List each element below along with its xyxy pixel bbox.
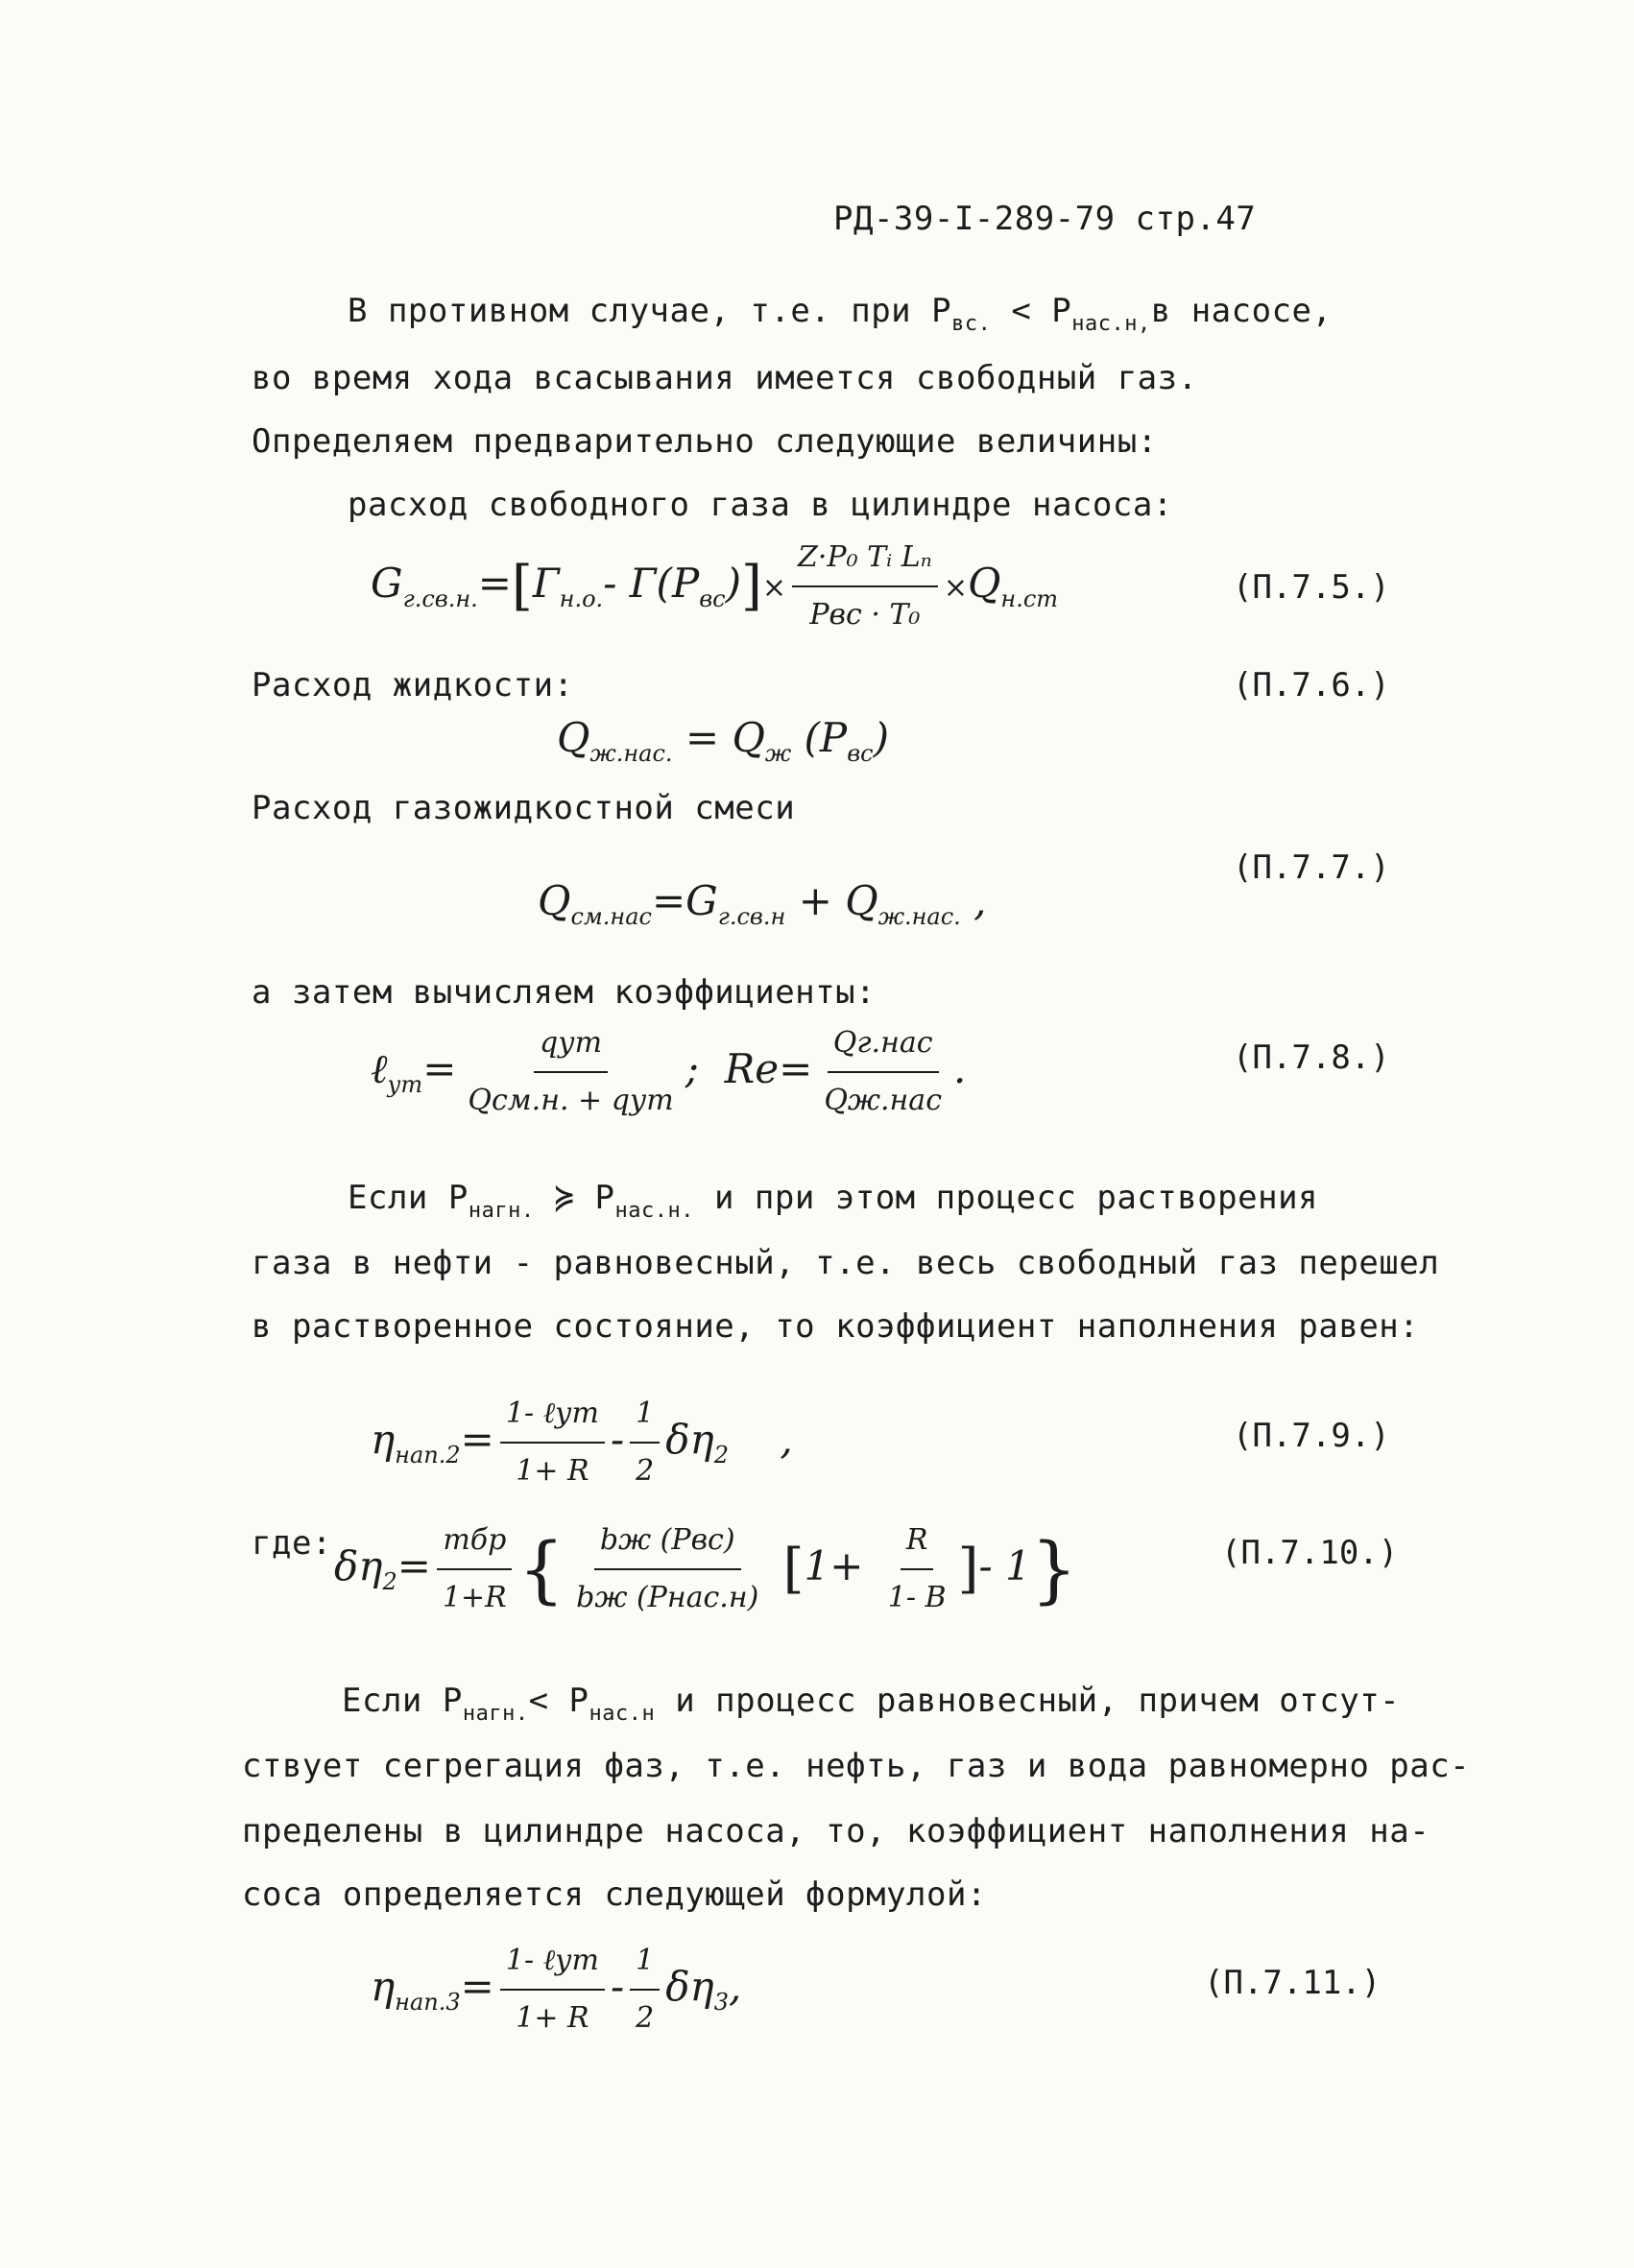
fraction xyxy=(882,1516,952,1622)
paragraph-3-line-1 xyxy=(342,1682,1400,1733)
bracket-open: [ xyxy=(782,1538,805,1600)
formula-subscript: 3 xyxy=(713,1989,729,2016)
fraction-denominator: Pвс · T₀ xyxy=(809,598,921,632)
equals-sign: = xyxy=(396,1542,431,1589)
equation-number-p7-8: (П.7.8.) xyxy=(1233,1039,1390,1077)
minus-sign: - xyxy=(610,1416,625,1463)
text-fragment: и при этом процесс растворения xyxy=(693,1179,1319,1217)
paragraph-1-line-1 xyxy=(348,292,1332,344)
fraction-numerator: mбр xyxy=(437,1516,512,1570)
symbol-subscript: нагн. xyxy=(468,1199,535,1223)
formula-symbol: δη xyxy=(665,1963,714,2010)
minus-sign: - xyxy=(610,1963,625,2010)
bracket-close: ] xyxy=(957,1538,979,1600)
paren-close: ) xyxy=(725,560,742,607)
equals-sign: = xyxy=(651,877,686,924)
plus-sign: + xyxy=(785,877,846,924)
fraction xyxy=(462,1019,679,1125)
fraction-denominator: Qж.нас xyxy=(824,1084,942,1117)
minus-sign: - xyxy=(603,560,630,607)
formula-term: 1+ xyxy=(804,1542,877,1589)
formula-subscript: ж.нас. xyxy=(589,740,673,767)
formula-symbol: Q xyxy=(557,714,590,761)
less-than-sign: < xyxy=(528,1682,569,1720)
formula-symbol: P xyxy=(819,714,848,761)
fraction xyxy=(500,1937,605,2042)
formula-symbol: G xyxy=(685,877,718,924)
paragraph-1-line-2: во время хода всасывания имеется свободный газ. xyxy=(252,359,1198,397)
fraction xyxy=(818,1019,948,1125)
text-fragment: Если xyxy=(348,1179,448,1217)
formula-subscript: г.св.н xyxy=(717,903,786,930)
fraction-denominator: 2 xyxy=(636,2001,655,2035)
symbol-p: P xyxy=(447,1179,469,1217)
fraction xyxy=(792,534,938,639)
fraction-denominator: 1+R xyxy=(442,1581,507,1614)
symbol-subscript: вс. xyxy=(951,312,992,336)
formula-p7-6 xyxy=(557,714,889,777)
fraction xyxy=(570,1516,764,1622)
formula-subscript: 2 xyxy=(382,1568,397,1595)
paragraph-3-line-3: пределены в цилиндре насоса, то, коэффициент наполнения на- xyxy=(242,1812,1430,1850)
equals-sign: = xyxy=(672,714,733,761)
fraction-numerator: Z·P₀ Tᵢ Lₙ xyxy=(792,534,938,587)
equation-number-p7-11: (П.7.11.) xyxy=(1204,1964,1382,2002)
symbol-subscript: нас.н xyxy=(589,1702,656,1726)
brace-close: } xyxy=(1030,1526,1078,1611)
fraction-numerator: 1- ℓут xyxy=(500,1390,605,1444)
fraction-numerator: Qг.нас xyxy=(828,1019,939,1073)
brace-open: { xyxy=(517,1526,565,1611)
text-fragment: и процесс равновесный, причем отсут- xyxy=(655,1682,1401,1720)
fraction-denominator: Qсм.н. + qут xyxy=(468,1084,674,1117)
fraction xyxy=(437,1516,513,1622)
paragraph-2-line-1 xyxy=(348,1179,1318,1230)
comma: , xyxy=(729,1963,742,2010)
formula-symbol: η xyxy=(371,1963,396,2010)
fraction-numerator: bж (Pвс) xyxy=(594,1516,741,1570)
period: . xyxy=(953,1045,967,1092)
formula-symbol: Q xyxy=(538,877,571,924)
formula-p7-7 xyxy=(538,877,987,941)
formula-symbol: Q xyxy=(967,560,1001,607)
formula-symbol: δη xyxy=(334,1542,383,1589)
bracket-close: ] xyxy=(741,555,762,617)
equation-number-p7-6: (П.7.6.) xyxy=(1233,666,1390,704)
symbol-p: P xyxy=(442,1682,463,1720)
fraction xyxy=(630,1390,660,1495)
paren-open: ( xyxy=(656,560,672,607)
comma: , xyxy=(780,1416,793,1463)
equals-sign: = xyxy=(422,1045,457,1092)
formula-p7-11 xyxy=(371,1937,741,2042)
formula-symbol: ℓ xyxy=(371,1045,388,1092)
formula-p7-10 xyxy=(334,1516,1077,1622)
where-label: где: xyxy=(252,1524,332,1563)
formula-subscript: н.о. xyxy=(559,585,604,612)
formula-term: - 1 xyxy=(978,1542,1031,1589)
fraction-denominator: 2 xyxy=(636,1454,655,1488)
symbol-subscript: нагн. xyxy=(462,1702,529,1726)
formula-subscript: н.ст xyxy=(1000,585,1059,612)
paragraph-1-line-3: Определяем предварительно следующие величины: xyxy=(252,422,1158,461)
equals-sign: = xyxy=(779,1045,813,1092)
formula-symbol: Г xyxy=(532,560,560,607)
fraction-numerator: 1- ℓут xyxy=(500,1937,605,1991)
paragraph-2-line-2: газа в нефти - равновесный, т.е. весь свободный газ перешел xyxy=(252,1244,1440,1282)
formula-subscript: нап.3 xyxy=(395,1989,461,2016)
formula-p7-9 xyxy=(371,1390,793,1495)
comma: , xyxy=(960,877,987,924)
formula-subscript: ут xyxy=(387,1071,423,1098)
fraction-numerator: 1 xyxy=(630,1937,660,1991)
symbol-p: P xyxy=(931,292,952,330)
fraction-numerator: 1 xyxy=(630,1390,660,1444)
times-sign: × xyxy=(943,571,968,605)
bracket-open: [ xyxy=(512,555,533,617)
formula-symbol: P xyxy=(671,560,700,607)
fraction xyxy=(500,1390,605,1495)
greater-equal-sign: ≽ xyxy=(534,1179,595,1217)
text-fragment: Если xyxy=(342,1682,443,1720)
paragraph-1-line-4: расход свободного газа в цилиндре насоса: xyxy=(348,486,1173,524)
paragraph-3-line-2: ствует сегрегация фаз, т.е. нефть, газ и вода равномерно рас- xyxy=(242,1747,1471,1785)
semicolon: ; xyxy=(685,1045,699,1092)
liquid-flow-label: Расход жидкости: xyxy=(252,666,574,704)
formula-subscript: ж.нас. xyxy=(877,903,961,930)
symbol-p: P xyxy=(594,1179,615,1217)
formula-subscript: нап.2 xyxy=(395,1442,461,1468)
formula-symbol: Q xyxy=(732,714,765,761)
fraction-denominator: bж (Pнас.н) xyxy=(576,1581,759,1614)
formula-subscript: вс xyxy=(699,585,726,612)
text-fragment: В противном случае, т.е. при xyxy=(348,292,932,330)
formula-symbol: η xyxy=(371,1416,396,1463)
paren-close: ) xyxy=(873,714,889,761)
equals-sign: = xyxy=(477,560,512,607)
formula-p7-5 xyxy=(371,534,1058,639)
paren-open: ( xyxy=(791,714,820,761)
symbol-subscript: нас.н, xyxy=(1071,312,1151,336)
fraction-numerator: qут xyxy=(534,1019,608,1073)
fraction-numerator: R xyxy=(901,1516,934,1570)
formula-symbol: G xyxy=(371,560,403,607)
equation-number-p7-10: (П.7.10.) xyxy=(1221,1534,1399,1572)
equation-number-p7-7: (П.7.7.) xyxy=(1233,848,1390,887)
formula-subscript: ж xyxy=(764,740,792,767)
formula-symbol: Q xyxy=(845,877,878,924)
formula-subscript: г.св.н. xyxy=(402,585,478,612)
less-than-sign: < xyxy=(991,292,1052,330)
formula-symbol: δη xyxy=(665,1416,714,1463)
equals-sign: = xyxy=(460,1963,494,2010)
fraction-denominator: 1+ R xyxy=(516,2001,589,2035)
text-fragment: в насосе, xyxy=(1150,292,1333,330)
equation-number-p7-9: (П.7.9.) xyxy=(1233,1417,1390,1455)
paragraph-3-line-4: соса определяется следующей формулой: xyxy=(242,1875,987,1914)
page-header: РД-39-I-289-79 стр.47 xyxy=(833,200,1257,238)
paragraph-2-line-3: в растворенное состояние, то коэффициент наполнения равен: xyxy=(252,1307,1420,1346)
formula-symbol: Rе xyxy=(724,1045,780,1092)
formula-subscript: вс xyxy=(847,740,874,767)
equation-number-p7-5: (П.7.5.) xyxy=(1233,568,1390,607)
formula-subscript: 2 xyxy=(713,1442,729,1468)
fraction-denominator: 1- B xyxy=(887,1581,947,1614)
mixture-flow-label: Расход газожидкостной смеси xyxy=(252,789,796,827)
symbol-p: P xyxy=(568,1682,589,1720)
formula-subscript: см.нас xyxy=(570,903,652,930)
formula-p7-8 xyxy=(371,1019,966,1125)
symbol-subscript: нас.н. xyxy=(614,1199,694,1223)
symbol-p: P xyxy=(1051,292,1072,330)
coefficients-label: а затем вычисляем коэффициенты: xyxy=(252,973,877,1012)
times-sign: × xyxy=(761,571,787,605)
fraction xyxy=(630,1937,660,2042)
equals-sign: = xyxy=(460,1416,494,1463)
fraction-denominator: 1+ R xyxy=(516,1454,589,1488)
formula-symbol: Г xyxy=(629,560,657,607)
